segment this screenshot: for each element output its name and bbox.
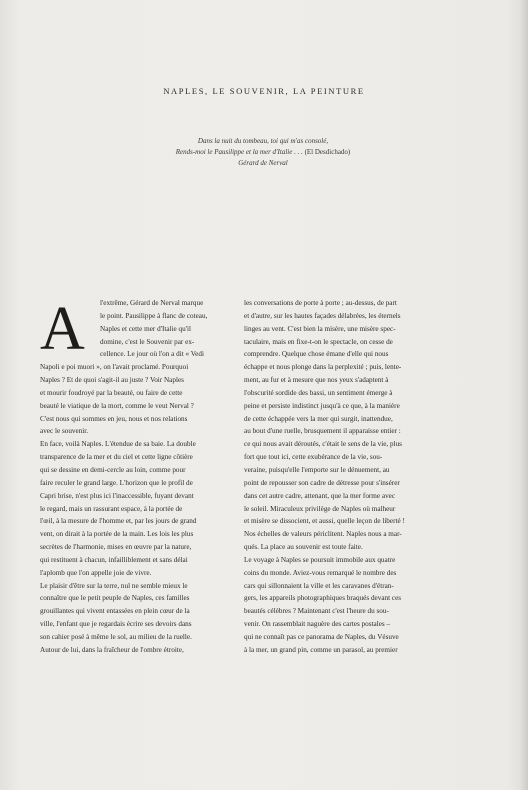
text-line: ce qui nous avait déroutés, c'était le sens de la vie, plus [244, 440, 402, 449]
text-line: et mourir foudroyé par la beauté, ou faire de cette [40, 388, 183, 397]
epigraph-line-1: Dans la nuit du tombeau, toi qui m'as consolé, [197, 137, 329, 145]
text-line: l'œil, à la mesure de l'homme et, par les jours de grand [40, 517, 197, 526]
text-line: le regard, mais un rassurant espace, à la portée de [40, 504, 183, 513]
text-line: connaître que le petit peuple de Naples, ces familles [40, 594, 190, 603]
right-column [244, 297, 442, 657]
text-line: Nos échelles de valeurs périclitent. Naples nous a mar- [244, 530, 402, 539]
text-line: peine et persiste indistinct jusqu'à ce que, à la manière [244, 401, 400, 410]
text-line: ment, au fur et à mesure que nos yeux s'adaptent à [244, 376, 389, 385]
text-line: et d'autre, sur les hautes façades délabrées, les éternels [244, 311, 401, 320]
text-line: Capri brise, n'est plus ici l'inaccessible, fuyant devant [40, 491, 194, 500]
epigraph-source: (El Desdichado) [302, 148, 351, 156]
text-line: veraine, puisqu'elle l'emporte sur le dénuement, au [244, 465, 390, 474]
epigraph-line-2-text: Rends-moi le Pausilippe et la mer d'Italie . . . [175, 148, 303, 156]
text-line: au bout d'une ruelle, brusquement il apparaisse entier : [244, 427, 401, 436]
text-line: Le voyage à Naples se poursuit immobile aux quatre [244, 555, 396, 564]
text-line: avec le souvenir. [40, 427, 89, 436]
text-line: domine, c'est le Souvenir par ex- [100, 337, 195, 346]
text-line: qui restituent à chacun, infailliblement et sans délai [40, 555, 188, 564]
text-line: à la mer, un grand pin, comme un parasol, au premier [244, 645, 398, 654]
text-line: fort que tout ici, cette exubérance de la vie, sou- [244, 453, 383, 462]
text-line: Naples et cette mer d'Italie qu'il [100, 324, 191, 333]
text-line: transparence de la mer et du ciel et cette ligne côtière [40, 453, 193, 462]
drop-cap: A [40, 295, 85, 363]
text-line: de cette échappée vers la mer qui surgit, inattendue, [244, 414, 393, 423]
text-line: le soleil. Miraculeux privilège de Naples où malheur [244, 504, 396, 513]
left-column [40, 297, 236, 657]
text-line: cellence. Le jour où l'on a dit « Vedi [100, 350, 204, 359]
epigraph-line-2 [98, 147, 428, 158]
text-line: son cahier posé à même le sol, au milieu de la ruelle. [40, 632, 192, 641]
text-line: En face, voilà Naples. L'étendue de sa baie. La double [40, 440, 196, 449]
text-line: dans cet autre cadre, attenant, que la mer forme avec [244, 491, 396, 500]
text-line: venir. On rassemblait naguère des cartes postales – [244, 620, 391, 629]
text-line: vent, on dirait à la portée de la main. Les lois les plus [40, 530, 194, 539]
text-line: échappe et nous plonge dans la perplexité ; puis, lente- [244, 363, 402, 372]
text-line: linges au vent. C'est bien la misère, une misère spec- [244, 324, 396, 333]
text-line: qués. La place au souvenir est toute faite. [244, 543, 363, 552]
page-edge-shadow [520, 0, 528, 790]
text-line: Autour de lui, dans la fraîcheur de l'ombre étroite, [40, 645, 184, 654]
text-line: ville, l'enfant que je regardais écrire ses devoirs dans [40, 620, 192, 629]
text-line: et misère se dissocient, et aussi, quelle leçon de liberté ! [244, 517, 405, 526]
text-line: l'aplomb que l'on appelle joie de vivre. [40, 568, 152, 577]
text-line: cars qui sillonnaient la ville et les caravanes d'étran- [244, 581, 394, 590]
text-line: l'obscurité sordide des bassi, un sentiment émerge à [244, 388, 393, 397]
text-line: secrètes de l'harmonie, mises en œuvre par la nature, [40, 543, 192, 552]
text-line: Naples ? Et de quoi s'agit-il au juste ? Voir Naples [40, 376, 184, 385]
text-line: qui ne connaît pas ce panorama de Naples, du Vésuve [244, 632, 399, 641]
text-line: comprendre. Quelque chose émane d'elle qui nous [244, 350, 389, 359]
text-line: coins du monde. Aviez-vous remarqué le nombre des [244, 568, 397, 577]
text-line: grouillantes qui vivent entassées en plein cœur de la [40, 607, 190, 616]
text-line: le point. Pausilippe à flanc de coteau, [100, 311, 208, 320]
text-line: l'extrême, Gérard de Nerval marque [100, 299, 204, 307]
chapter-title: NAPLES, LE SOUVENIR, LA PEINTURE [163, 86, 365, 96]
text-line: taculaire, mais en fixe-t-on le spectacle, on cesse de [244, 337, 393, 346]
text-line: gers, les appareils photographiques braqués devant ces [244, 594, 402, 603]
text-line: Napoli e poi muori », on l'avait proclamé. Pourquoi [40, 363, 189, 372]
text-line: qui se dessine en demi-cercle au loin, comme pour [40, 465, 186, 474]
text-line: point de repousser son cadre de détresse pour s'insérer [244, 478, 400, 487]
text-line: Le plaisir d'être sur la terre, nul ne semble mieux le [40, 581, 188, 590]
text-line: beautés célèbres ? Maintenant c'est l'heure du sou- [244, 607, 389, 616]
text-line: C'est nous qui sommes en jeu, nous et nos relations [40, 414, 188, 423]
text-line: les conversations de porte à porte ; au-dessus, de part [244, 299, 397, 307]
epigraph-author: Gérard de Nerval [238, 159, 288, 167]
epigraph [98, 136, 428, 169]
text-line: beauté le viatique de la mort, comme le veut Nerval ? [40, 401, 194, 410]
text-line: faire reculer le grand large. L'horizon que le profil de [40, 478, 193, 487]
